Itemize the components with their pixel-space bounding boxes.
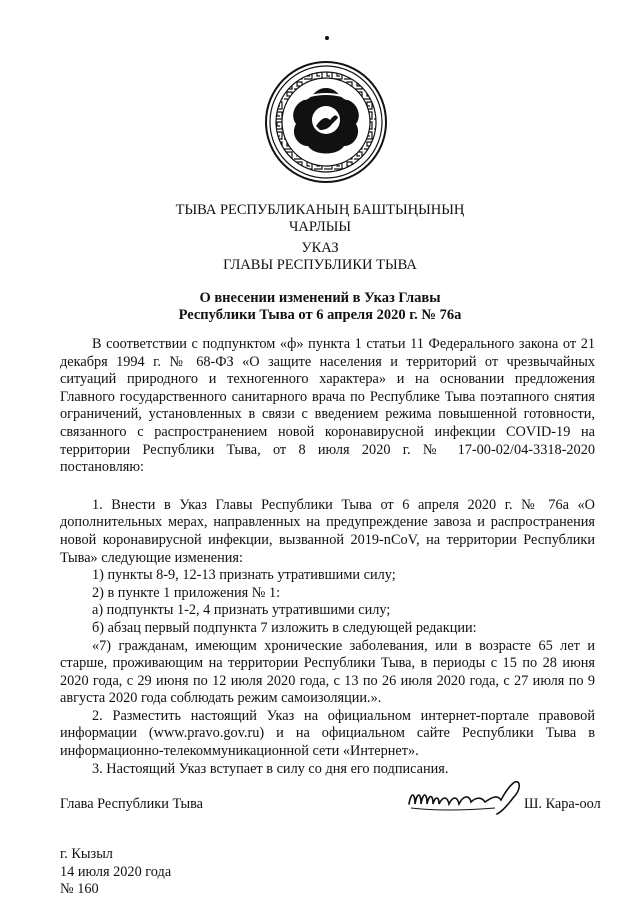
item-3-paragraph: 3. Настоящий Указ вступает в силу со дня его подписания. bbox=[92, 760, 449, 777]
page-dot bbox=[325, 36, 329, 40]
item-2-paragraph: 2. Разместить настоящий Указ на официальном интернет-портале правовой информации (www.pravo.gov.ru) и на официальном сайте Республики Тыва в информационно-телекоммуникационной сети «Интернет». bbox=[60, 707, 595, 760]
signatory-position: Глава Республики Тыва bbox=[60, 796, 203, 812]
decree-label: УКАЗ bbox=[301, 240, 339, 256]
item-1-quote-paragraph: «7) гражданам, имеющим хронические заболевания, или в возрасте 65 лет и старше, проживающим на территории Республики Тыва, в периоды с 15 по 28 июня 2020 года, с 29 июня по 12 июля 2020 года, с 13 по 26 июля 2020 года, с 27 июля по 9 августа 2020 года соблюдать режим самоизоляции.». bbox=[60, 637, 595, 707]
document-footer bbox=[60, 846, 171, 899]
item-1-2-paragraph: 2) в пункте 1 приложения № 1: bbox=[92, 584, 281, 601]
footer-city: г. Кызыл bbox=[60, 846, 113, 862]
decree-authority: ГЛАВЫ РЕСПУБЛИКИ ТЫВА bbox=[223, 257, 417, 273]
document-title bbox=[40, 290, 600, 324]
header-line-1: ТЫВА РЕСПУБЛИКАНЫҢ БАШТЫҢЫНЫҢ bbox=[175, 202, 465, 218]
decree-heading bbox=[40, 240, 600, 274]
signatory-name: Ш. Кара-оол bbox=[524, 796, 601, 812]
item-1-1-paragraph: 1) пункты 8-9, 12-13 признать утратившими силу; bbox=[92, 567, 396, 584]
preamble-paragraph: В соответствии с подпунктом «ф» пункта 1 статьи 11 Федерального закона от 21 декабря 1994 г. № 68-ФЗ «О защите населения и территорий от чрезвычайных ситуаций природного и техногенного характера» и на основании предложения Главного государственного санитарного врача по Республике Тыва поэтапного снятия ограничений, установленных в связи с введением режима повышенной готовности, связанного с распространением новой коронавирусной инфекции COVID-19 на территории Республики Тыва, от 8 июля 2020 г. № 17-00-02/04-3318-2020 постановляю: bbox=[60, 336, 595, 476]
item-1-2b-paragraph: б) абзац первый подпункта 7 изложить в следующей редакции: bbox=[92, 619, 477, 636]
document-body bbox=[60, 336, 595, 778]
header-republic bbox=[40, 202, 600, 236]
title-line-2: Республики Тыва от 6 апреля 2020 г. № 76а bbox=[178, 307, 462, 323]
footer-number: № 160 bbox=[60, 881, 99, 898]
header-line-2: ЧАРЛЫЫ bbox=[289, 219, 351, 235]
emblem-seal-icon bbox=[264, 60, 388, 184]
item-1-paragraph: 1. Внести в Указ Главы Республики Тыва от 6 апреля 2020 г. № 76а «О дополнительных мерах, направленных на предупреждение завоза и распространения новой коронавирусной инфекции, вызванной 2019-nCoV, на территории Республики Тыва» следующие изменения: bbox=[60, 496, 595, 566]
footer-date: 14 июля 2020 года bbox=[60, 863, 172, 880]
item-1-2a-paragraph: а) подпункты 1-2, 4 признать утратившими силу; bbox=[92, 602, 391, 619]
handwritten-signature-icon bbox=[405, 778, 530, 818]
title-line-1: О внесении изменений в Указ Главы bbox=[199, 290, 441, 306]
